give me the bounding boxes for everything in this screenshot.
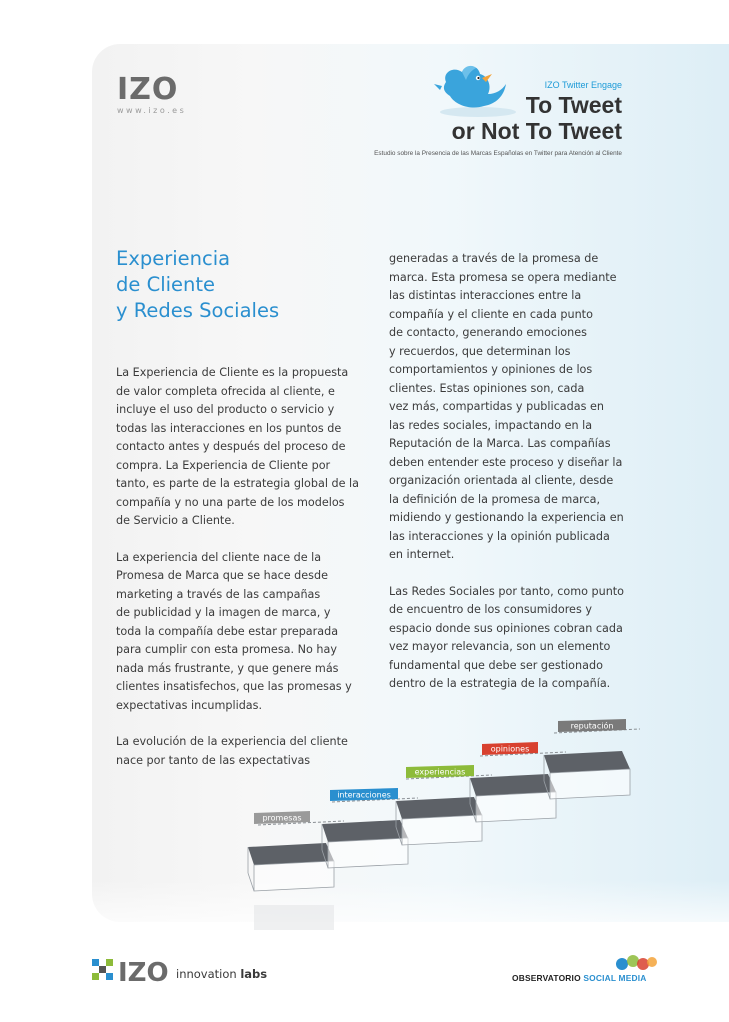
paragraph: Las Redes Sociales por tanto, como punto de encuentro de los consumidores y espacio donde sus opiniones cobran cada vez mayor relevancia, son un elemento fundamental que debe ser gestionado dentro de la estrategia de la compañía. bbox=[389, 584, 625, 690]
step-label: reputación bbox=[570, 721, 614, 731]
step-label: opiniones bbox=[490, 744, 530, 754]
step-front bbox=[550, 769, 630, 799]
innovation-labs-label: innovation labs bbox=[176, 967, 268, 981]
step-front bbox=[328, 838, 408, 868]
izo-logo: IZO bbox=[117, 72, 179, 107]
paragraph: La experiencia del cliente nace de la Promesa de Marca que se hace desde marketing a través de las campañas de publicidad y la imagen de marca, y toda la compañía debe estar preparada para cumplir con esta promesa. No hay nada más frustrante, y que genere más clientes insatisfechos, que las promesas y expectativas incumplidas. bbox=[116, 550, 352, 712]
step-reputación bbox=[544, 719, 640, 799]
step-label: promesas bbox=[262, 813, 302, 823]
paragraph: La Experiencia de Cliente es la propuesta de valor completa ofrecida al cliente, e incluye el uso del producto o servicio y todas las interacciones en los puntos de contacto antes y después del proceso de compra. La Experiencia de Cliente por tanto, es parte de la estrategia global de la compañía y no una parte de los modelos de Servicio a Cliente. bbox=[116, 366, 360, 527]
paragraph: generadas a través de la promesa de marca. Esta promesa se opera mediante las distintas interacciones entre la compañía y el cliente en cada punto de contacto, generando emociones y recuerdos, que determinan los comportamientos y opiniones de los clientes. Estas opiniones son, cada vez más, compartidas y publicadas en las redes sociales, impactando en la Reputación de la Marca. Las compañías deben entender este proceso y diseñar la organización orientada al cliente, desde la definición de la promesa de marca, midiendo y gestionando la experiencia en las interacciones y la opinión publicada en internet. bbox=[389, 252, 624, 561]
step-label: experiencias bbox=[414, 767, 466, 777]
paragraph: La evolución de la experiencia del cliente nace por tanto de las expectativas bbox=[116, 735, 348, 767]
observatorio-logo-dots bbox=[500, 952, 660, 992]
step-label: interacciones bbox=[337, 790, 391, 800]
step-shadow bbox=[254, 905, 334, 930]
step-front bbox=[402, 815, 482, 845]
x-mark-icon bbox=[92, 959, 113, 980]
izo-url: www.izo.es bbox=[117, 106, 187, 115]
footer-izo-wordmark: IZO bbox=[118, 958, 169, 987]
report-subtitle: Estudio sobre la Presencia de las Marcas Españolas en Twitter para Atención al Cliente bbox=[374, 150, 622, 157]
step-front bbox=[476, 792, 556, 822]
step-front bbox=[254, 861, 334, 891]
step-edge bbox=[248, 873, 254, 891]
report-title-line1: To Tweet bbox=[525, 92, 622, 118]
right-column bbox=[389, 250, 624, 712]
section-heading: Experiencia de Cliente y Redes Sociales bbox=[116, 247, 280, 322]
engage-label: IZO Twitter Engage bbox=[544, 80, 622, 90]
experience-staircase-diagram bbox=[230, 715, 640, 930]
observatorio-social-media-label: OBSERVATORIO SOCIAL MEDIA bbox=[512, 973, 647, 983]
report-title-line2: or Not To Tweet bbox=[451, 118, 622, 144]
